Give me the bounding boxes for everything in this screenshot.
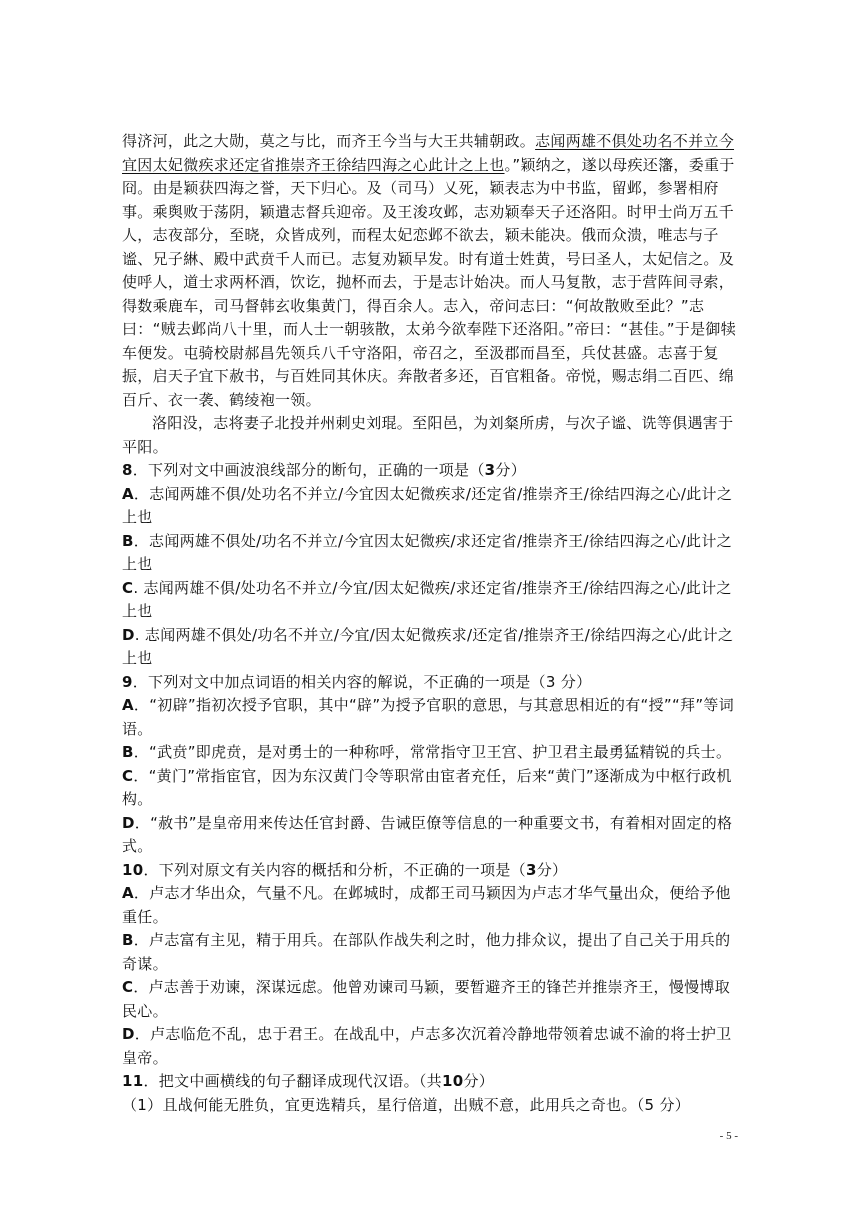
option-text: ．“赦书”是皇帝用来传达任官封爵、告诫臣僚等信息的一种重要文书，有着相对固定的格式。 xyxy=(122,813,733,855)
question-10-option-b xyxy=(122,929,742,976)
question-number: 11 xyxy=(122,1072,144,1090)
question-8-stem xyxy=(122,459,742,483)
option-text: ．卢志善于劝谏，深谋远虑。他曾劝谏司马颖，要暂避齐王的锋芒并推崇齐王，慢慢博取民心。 xyxy=(122,978,731,1020)
option-text: . 志闻两雄不俱处/功名不并立/今宜/因太妃微疾求/还定省/推崇齐王/徐结四海之心/此计之上也 xyxy=(122,625,734,667)
option-letter: B xyxy=(122,531,134,550)
option-letter: C xyxy=(122,578,134,597)
question-9-option-b xyxy=(122,741,742,765)
option-text: . 志闻两雄不俱/处功名不并立/今宜/因太妃微疾/求还定省/推崇齐王/徐结四海之心/此计之上也 xyxy=(122,578,732,620)
question-number: 8 xyxy=(122,461,133,479)
question-stem-text: ．下列对原文有关内容的概括和分析，不正确的一项是（ xyxy=(143,860,526,879)
question-10-option-d xyxy=(122,1023,742,1070)
question-stem-text: ．把文中画横线的句子翻译成现代汉语。（共 xyxy=(143,1072,442,1090)
passage-lead-text: 得济河，此之大勋，莫之与比，而齐王今当与大王共辅朝政。 xyxy=(122,132,536,150)
option-text: ．卢志才华出众，气量不凡。在邺城时，成都王司马颖因为卢志才华气量出众，便给予他重任。 xyxy=(122,884,731,926)
question-stem-end: 分） xyxy=(463,1072,495,1090)
question-9-option-d xyxy=(122,812,742,859)
question-10-stem xyxy=(122,859,742,883)
passage-paragraph-2: 洛阳没，志将妻子北投并州刺史刘琨。至阳邑，为刘粲所虏，与次子谧、诜等俱遇害于平阳。 xyxy=(122,414,734,456)
question-number: 10 xyxy=(122,860,144,879)
question-score: 10 xyxy=(442,1072,464,1090)
option-letter: D xyxy=(122,625,135,644)
question-8-option-c xyxy=(122,577,742,624)
question-score: 3 xyxy=(484,461,496,479)
question-9-option-c xyxy=(122,765,742,812)
page-number: - 5 - xyxy=(719,1130,738,1142)
option-text: ．志闻两雄不俱处/功名不并立/今宜因太妃微疾/求还定省/推崇齐王/徐结四海之心/此计之上也 xyxy=(122,531,732,573)
question-number: 9 xyxy=(122,672,133,691)
option-letter: A xyxy=(122,484,134,503)
option-letter: A xyxy=(122,696,134,714)
question-stem-end: 分） xyxy=(495,461,527,479)
option-letter: C xyxy=(122,766,134,785)
question-10-option-c xyxy=(122,976,742,1023)
option-letter: C xyxy=(122,978,134,996)
question-10-option-a xyxy=(122,882,742,929)
question-stem-end: 分） xyxy=(536,860,568,879)
option-text: ．“黄门”常指宦官，因为东汉黄门令等职常由宦者充任，后来“黄门”逐渐成为中枢行政机构。 xyxy=(122,766,732,808)
option-text: ．卢志富有主见，精于用兵。在部队作战失利之时，他力排众议，提出了自己关于用兵的奇谋。 xyxy=(122,931,731,973)
question-11-stem xyxy=(122,1070,742,1094)
page-content xyxy=(122,130,742,1117)
question-stem-text: ．下列对文中加点词语的相关内容的解说，不正确的一项是（3 分） xyxy=(132,672,592,691)
option-text: ．“初辟”指初次授予官职，其中“辟”为授予官职的意思，与其意思相近的有“授”“拜”等词语。 xyxy=(122,696,734,738)
question-8-option-b xyxy=(122,530,742,577)
question-8-option-d xyxy=(122,624,742,671)
option-text: ．卢志临危不乱，忠于君王。在战乱中，卢志多次沉着冷静地带领着忠诚不渝的将士护卫皇帝。 xyxy=(122,1025,732,1067)
option-letter: D xyxy=(122,813,135,832)
question-11-item-1: （1）且战何能无胜负，宜更选精兵，星行倍道，出贼不意，此用兵之奇也。（5 分） xyxy=(122,1095,691,1114)
option-text: ．志闻两雄不俱/处功名不并立/今宜因太妃微疾求/还定省/推崇齐王/徐结四海之心/此计之上也 xyxy=(122,484,733,526)
option-letter: B xyxy=(122,931,134,949)
underlined-sentence: 志闻两雄不俱处功名不并立今宜因太妃微疾求还定省推崇齐王徐结四海之心此计之上也 xyxy=(122,132,735,174)
option-letter: B xyxy=(122,743,134,761)
passage-paragraph-1 xyxy=(122,130,742,412)
passage-continued-text: 。”颖纳之，遂以母疾还籓，委重于冏。由是颖获四海之誉，天下归心。及（司马）乂死，颖表志为中书监，留邺，参署相府事。乘舆败于荡阴，颖遣志督兵迎帝。及王浚攻邺，志劝颖奉天子还洛阳。时甲士尚万五千人，志夜部分，至晓，众皆成列，而程太妃恋邺不欲去，颖未能决。俄而众溃，唯志与子谧、兄子綝、殿中武贲千人而已。志复劝颖早发。时有道士姓黄，号曰圣人，太妃信之。及使呼人，道士求两杯酒，饮讫，抛杯而去，于是志计始决。而人马复散，志于营阵间寻索，得数乘鹿车，司马督韩玄收集黄门，得百余人。志入，帝问志曰：“何故散败至此？”志曰：“贼去邺尚八十里，而人士一朝骇散，太弟今欲奉陛下还洛阳。”帝曰：“甚佳。”于是御犊车便发。屯骑校尉郝昌先领兵八千守洛阳，帝召之，至汲郡而昌至，兵仗甚盛。志喜于复振，启天子宜下赦书，与百姓同其休庆。奔散者多还，百官粗备。帝悦，赐志绢二百匹、绵百斤、衣一袭、鹤绫袍一领。 xyxy=(122,155,736,409)
question-9-option-a xyxy=(122,694,742,741)
question-9-stem xyxy=(122,671,742,695)
question-8-option-a xyxy=(122,483,742,530)
option-text: ．“武贲”即虎贲，是对勇士的一种称呼，常常指守卫王宫、护卫君主最勇猛精锐的兵士。 xyxy=(133,743,732,761)
question-score: 3 xyxy=(526,860,537,879)
question-stem-text: ．下列对文中画波浪线部分的断句，正确的一项是（ xyxy=(132,461,485,479)
option-letter: A xyxy=(122,884,134,902)
option-letter: D xyxy=(122,1025,135,1043)
